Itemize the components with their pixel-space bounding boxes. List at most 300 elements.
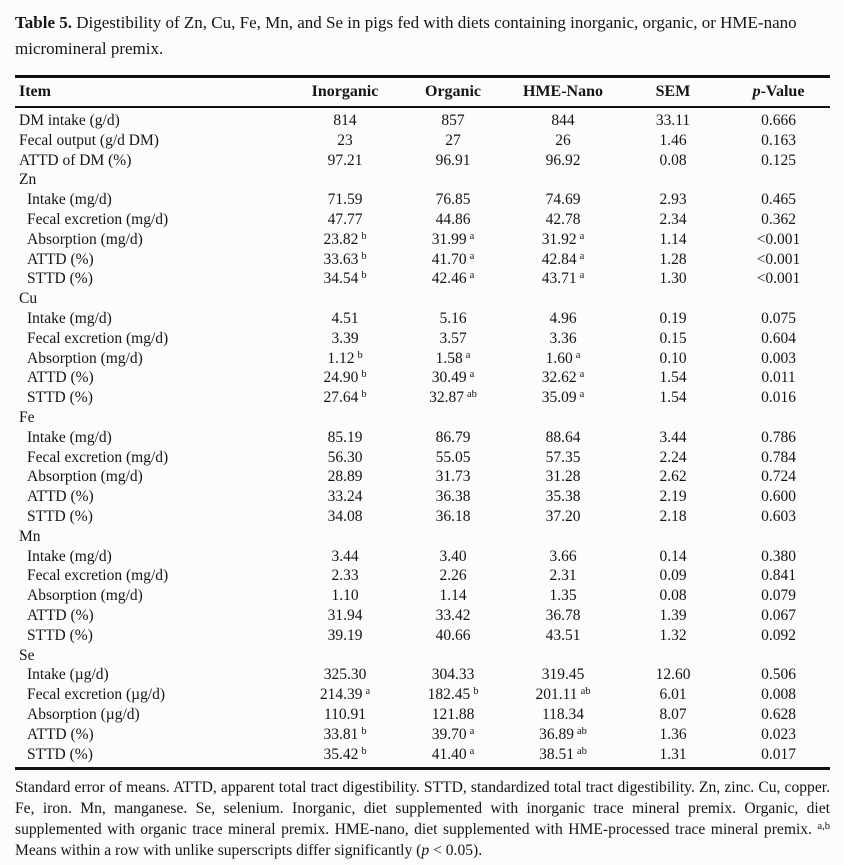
cell-value: 88.64 [545, 428, 581, 446]
value-cell [507, 107, 619, 131]
value-cell [291, 309, 399, 329]
value-cell [291, 547, 399, 567]
cell-value: 33.42 [435, 606, 471, 624]
cell-value: 39.19 [327, 626, 363, 644]
cell-value: 3.39 [331, 329, 359, 347]
cell-value: 4.51 [331, 309, 359, 327]
value-cell [727, 606, 830, 626]
value-cell [399, 230, 507, 250]
value-cell [507, 210, 619, 230]
significance-superscript: a [579, 389, 585, 401]
value-cell [291, 151, 399, 171]
cell-value: 23.82 [323, 230, 359, 248]
cell-value: 0.163 [761, 131, 796, 149]
value-cell [399, 606, 507, 626]
footnote-text: < 0.05). [429, 842, 483, 860]
value-cell [727, 151, 830, 171]
value-cell [727, 368, 830, 388]
table-row [15, 665, 830, 685]
value-cell [291, 725, 399, 745]
item-label: ATTD (%) [27, 725, 94, 743]
cell-value: 3.44 [659, 428, 687, 446]
value-cell [507, 250, 619, 270]
cell-value: 0.600 [761, 488, 796, 506]
value-cell [399, 467, 507, 487]
value-cell [291, 467, 399, 487]
value-cell [727, 329, 830, 349]
value-cell [619, 467, 727, 487]
value-cell [507, 151, 619, 171]
table-row [15, 190, 830, 210]
value-cell [399, 368, 507, 388]
cell-value: 1.10 [331, 587, 359, 605]
cell-value: 33.11 [655, 112, 691, 129]
significance-superscript: b [361, 270, 367, 282]
table-row [15, 626, 830, 646]
table-footnote [15, 777, 830, 861]
footnote-superscript: a,b [817, 821, 830, 833]
cell-value: 43.51 [545, 626, 581, 644]
value-cell [291, 230, 399, 250]
table-row [15, 507, 830, 527]
value-cell [507, 428, 619, 448]
value-cell [399, 107, 507, 131]
significance-superscript: b [361, 250, 367, 262]
cell-value: 0.092 [761, 626, 796, 644]
cell-value: 26 [555, 131, 571, 149]
cell-value: 5.16 [439, 309, 467, 327]
cell-value: 2.93 [659, 191, 687, 209]
cell-value: 0.724 [761, 468, 796, 486]
value-cell [507, 626, 619, 646]
value-cell [727, 190, 830, 210]
value-cell [619, 329, 727, 349]
cell-value: 0.003 [761, 349, 796, 367]
value-cell [619, 606, 727, 626]
significance-superscript: ab [576, 725, 587, 737]
col-header-organic: Organic [399, 77, 507, 108]
cell-value: 0.08 [659, 151, 687, 169]
value-cell [727, 210, 830, 230]
value-cell [507, 725, 619, 745]
cell-value: 31.28 [545, 468, 581, 486]
cell-value: 35.38 [545, 488, 581, 506]
value-cell [619, 685, 727, 705]
value-cell [619, 507, 727, 527]
value-cell [291, 250, 399, 270]
cell-value: 304.33 [431, 666, 475, 684]
table-row [15, 309, 830, 329]
section-label: Mn [19, 527, 41, 545]
table-row [15, 467, 830, 487]
value-cell [399, 329, 507, 349]
value-cell [619, 448, 727, 468]
value-cell [507, 448, 619, 468]
value-cell [291, 626, 399, 646]
value-cell [399, 349, 507, 369]
cell-value: 3.44 [331, 547, 359, 565]
item-label: Absorption (mg/d) [27, 468, 143, 486]
item-label: Absorption (mg/d) [27, 349, 143, 367]
value-cell [727, 107, 830, 131]
cell-value: 1.28 [659, 250, 687, 268]
value-cell [619, 368, 727, 388]
cell-value: 85.19 [327, 428, 363, 446]
cell-value: 6.01 [659, 686, 687, 704]
value-cell [727, 626, 830, 646]
value-cell [727, 349, 830, 369]
item-label: Fecal excretion (mg/d) [27, 210, 169, 228]
value-cell [619, 388, 727, 408]
value-cell [399, 428, 507, 448]
cell-value: 0.016 [761, 389, 796, 407]
value-cell [291, 665, 399, 685]
cell-value: 0.465 [761, 191, 796, 209]
cell-value: 0.15 [659, 329, 687, 347]
cell-value: 0.628 [761, 705, 796, 723]
section-row [15, 646, 830, 666]
significance-superscript: a [465, 349, 471, 361]
table-row [15, 448, 830, 468]
cell-value: 214.39 [319, 686, 363, 704]
value-cell [727, 309, 830, 329]
value-cell [291, 388, 399, 408]
cell-value: 8.07 [659, 705, 687, 723]
item-label: ATTD (%) [27, 488, 94, 506]
value-cell [507, 606, 619, 626]
item-label: Intake (mg/d) [27, 309, 112, 327]
cell-value: 1.58 [435, 349, 463, 367]
cell-value: 182.45 [427, 686, 471, 704]
value-cell [727, 705, 830, 725]
item-label: Fecal excretion (mg/d) [27, 567, 169, 585]
cell-value: 857 [441, 112, 465, 129]
cell-value: <0.001 [756, 230, 801, 248]
table-row [15, 586, 830, 606]
value-cell [399, 487, 507, 507]
cell-value: 1.54 [659, 389, 687, 407]
section-label: Zn [19, 171, 37, 189]
value-cell [291, 586, 399, 606]
value-cell [507, 388, 619, 408]
cell-value: 0.067 [761, 606, 796, 624]
cell-value: 57.35 [545, 448, 581, 466]
cell-value: 121.88 [431, 705, 475, 723]
significance-superscript: a [469, 369, 475, 381]
value-cell [507, 547, 619, 567]
cell-value: 2.24 [659, 448, 687, 466]
cell-value: 31.99 [431, 230, 467, 248]
col-header-item: Item [15, 77, 291, 108]
value-cell [727, 665, 830, 685]
cell-value: 0.14 [659, 547, 687, 565]
digestibility-table [15, 75, 830, 770]
section-row [15, 527, 830, 547]
value-cell [291, 269, 399, 289]
table-row [15, 269, 830, 289]
value-cell [507, 349, 619, 369]
cell-value: 1.12 [327, 349, 355, 367]
item-label: Fecal output (g/d DM) [19, 131, 159, 149]
cell-value: 0.011 [761, 369, 796, 387]
value-cell [507, 705, 619, 725]
cell-value: 2.62 [659, 468, 687, 486]
table-row [15, 107, 830, 131]
item-label: Intake (mg/d) [27, 547, 112, 565]
value-cell [727, 725, 830, 745]
value-cell [727, 448, 830, 468]
item-label: Fecal excretion (mg/d) [27, 448, 169, 466]
value-cell [399, 665, 507, 685]
significance-superscript: b [361, 389, 367, 401]
significance-superscript: b [357, 349, 363, 361]
value-cell [507, 309, 619, 329]
cell-value: 0.017 [761, 745, 796, 763]
cell-value: 27.64 [323, 389, 359, 407]
cell-value: 2.34 [659, 210, 687, 228]
value-cell [727, 388, 830, 408]
cell-value: 1.35 [549, 587, 577, 605]
item-label: STTD (%) [27, 626, 93, 644]
value-cell [291, 131, 399, 151]
value-cell [727, 131, 830, 151]
cell-value: 1.36 [659, 725, 687, 743]
item-label: Fecal excretion (µg/d) [27, 686, 166, 704]
cell-value: 28.89 [327, 468, 363, 486]
value-cell [619, 705, 727, 725]
table-row [15, 745, 830, 769]
value-cell [619, 586, 727, 606]
cell-value: 1.31 [659, 745, 687, 763]
item-label: ATTD (%) [27, 369, 94, 387]
value-cell [291, 685, 399, 705]
col-header-inorganic: Inorganic [291, 77, 399, 108]
significance-superscript: a [469, 745, 475, 757]
significance-superscript: a [579, 369, 585, 381]
significance-superscript: a [575, 349, 581, 361]
cell-value: 37.20 [545, 507, 581, 525]
value-cell [727, 428, 830, 448]
cell-value: 0.603 [761, 507, 796, 525]
table-row [15, 547, 830, 567]
value-cell [619, 269, 727, 289]
value-cell [291, 606, 399, 626]
value-cell [619, 230, 727, 250]
cell-value: 33.63 [323, 250, 359, 268]
value-cell [727, 586, 830, 606]
value-cell [507, 190, 619, 210]
table-row [15, 151, 830, 171]
significance-superscript: a [469, 270, 475, 282]
cell-value: 0.079 [761, 587, 796, 605]
significance-superscript: a [469, 230, 475, 242]
value-cell [399, 210, 507, 230]
significance-superscript: ab [580, 686, 591, 698]
cell-value: 0.075 [761, 309, 796, 327]
value-cell [291, 349, 399, 369]
cell-value: 3.36 [549, 329, 577, 347]
section-row [15, 289, 830, 309]
significance-superscript: a [365, 686, 371, 698]
value-cell [619, 309, 727, 329]
value-cell [507, 566, 619, 586]
value-cell [727, 745, 830, 769]
value-cell [727, 250, 830, 270]
cell-value: 2.19 [659, 488, 687, 506]
value-cell [399, 725, 507, 745]
col-header-hme-nano: HME-Nano [507, 77, 619, 108]
table-row [15, 210, 830, 230]
value-cell [727, 507, 830, 527]
cell-value: 0.10 [659, 349, 687, 367]
section-label: Fe [19, 408, 35, 426]
cell-value: 31.92 [541, 230, 577, 248]
significance-superscript: a [579, 270, 585, 282]
value-cell [399, 250, 507, 270]
significance-superscript: a [579, 230, 585, 242]
significance-superscript: a [579, 250, 585, 262]
value-cell [507, 329, 619, 349]
cell-value: 97.21 [327, 151, 363, 169]
value-cell [399, 190, 507, 210]
value-cell [619, 131, 727, 151]
value-cell [507, 507, 619, 527]
table-row [15, 428, 830, 448]
significance-superscript: b [361, 230, 367, 242]
significance-superscript: ab [576, 745, 587, 757]
value-cell [399, 566, 507, 586]
value-cell [727, 685, 830, 705]
cell-value: 23 [337, 131, 353, 149]
table-row [15, 685, 830, 705]
item-label: ATTD (%) [27, 250, 94, 268]
cell-value: 0.841 [761, 567, 796, 585]
cell-value: 2.26 [439, 567, 467, 585]
value-cell [291, 507, 399, 527]
value-cell [399, 507, 507, 527]
significance-superscript: b [473, 686, 479, 698]
cell-value: 47.77 [327, 210, 363, 228]
significance-superscript: b [361, 369, 367, 381]
cell-value: 30.49 [431, 369, 467, 387]
cell-value: 1.14 [659, 230, 687, 248]
value-cell [619, 428, 727, 448]
cell-value: 1.60 [545, 349, 573, 367]
cell-value: 1.46 [659, 131, 687, 149]
cell-value: 40.66 [435, 626, 471, 644]
cell-value: 0.666 [761, 112, 796, 129]
cell-value: 56.30 [327, 448, 363, 466]
value-cell [619, 547, 727, 567]
value-cell [291, 745, 399, 769]
item-label: STTD (%) [27, 270, 93, 288]
cell-value: <0.001 [756, 270, 801, 288]
value-cell [619, 665, 727, 685]
value-cell [507, 487, 619, 507]
value-cell [619, 210, 727, 230]
cell-value: 86.79 [435, 428, 471, 446]
cell-value: 0.125 [761, 151, 796, 169]
cell-value: 0.09 [659, 567, 687, 585]
cell-value: 1.39 [659, 606, 687, 624]
section-label: Se [19, 646, 35, 664]
cell-value: 0.19 [659, 309, 687, 327]
table-row [15, 349, 830, 369]
cell-value: 3.40 [439, 547, 467, 565]
value-cell [399, 388, 507, 408]
significance-superscript: a [469, 725, 475, 737]
value-cell [399, 745, 507, 769]
value-cell [399, 685, 507, 705]
cell-value: 31.73 [435, 468, 471, 486]
table-row [15, 329, 830, 349]
value-cell [291, 705, 399, 725]
cell-value: 34.08 [327, 507, 363, 525]
item-label: Absorption (µg/d) [27, 705, 140, 723]
cell-value: 55.05 [435, 448, 471, 466]
table-caption [15, 10, 830, 62]
item-label: Intake (mg/d) [27, 191, 112, 209]
cell-value: 96.91 [435, 151, 471, 169]
value-cell [399, 586, 507, 606]
value-cell [619, 626, 727, 646]
table-row [15, 250, 830, 270]
value-cell [619, 487, 727, 507]
footnote-text: Standard error of means. ATTD, apparent total tract digestibility. STTD, standardized total tract digestibility. Zn, zinc. Cu, copper. Fe, iron. Mn, manganese. Se, selenium. Inorganic, diet supplemented with inorganic trace mineral premix. Organic, diet supplemented with organic trace mineral premix. HME-nano, diet supplemented with HME-processed trace mineral premix. [15, 779, 830, 839]
cell-value: 0.362 [761, 210, 796, 228]
table-row [15, 368, 830, 388]
cell-value: 0.023 [761, 725, 796, 743]
value-cell [727, 487, 830, 507]
cell-value: 76.85 [435, 191, 471, 209]
value-cell [507, 467, 619, 487]
value-cell [507, 586, 619, 606]
cell-value: 42.84 [541, 250, 577, 268]
value-cell [619, 725, 727, 745]
value-cell [399, 269, 507, 289]
cell-value: 27 [445, 131, 461, 149]
value-cell [291, 190, 399, 210]
section-row [15, 408, 830, 428]
section-row [15, 170, 830, 190]
cell-value: 35.42 [323, 745, 359, 763]
significance-superscript: b [361, 725, 367, 737]
value-cell [399, 626, 507, 646]
cell-value: 110.91 [323, 705, 367, 723]
value-cell [727, 467, 830, 487]
cell-value: 0.380 [761, 547, 796, 565]
value-cell [291, 428, 399, 448]
cell-value: 118.34 [541, 705, 585, 723]
cell-value: 814 [333, 112, 357, 129]
item-label: STTD (%) [27, 507, 93, 525]
value-cell [399, 151, 507, 171]
table-caption-text: Digestibility of Zn, Cu, Fe, Mn, and Se in pigs fed with diets containing inorganic, organic, or HME-nano micromineral premix. [15, 13, 797, 58]
cell-value: 71.59 [327, 191, 363, 209]
cell-value: 36.78 [545, 606, 581, 624]
cell-value: 44.86 [435, 210, 471, 228]
value-cell [727, 566, 830, 586]
value-cell [291, 107, 399, 131]
cell-value: 39.70 [431, 725, 467, 743]
cell-value: 325.30 [323, 666, 367, 684]
table-row [15, 606, 830, 626]
value-cell [619, 107, 727, 131]
value-cell [619, 566, 727, 586]
table-row [15, 566, 830, 586]
cell-value: 33.24 [327, 488, 363, 506]
cell-value: 2.31 [549, 567, 577, 585]
